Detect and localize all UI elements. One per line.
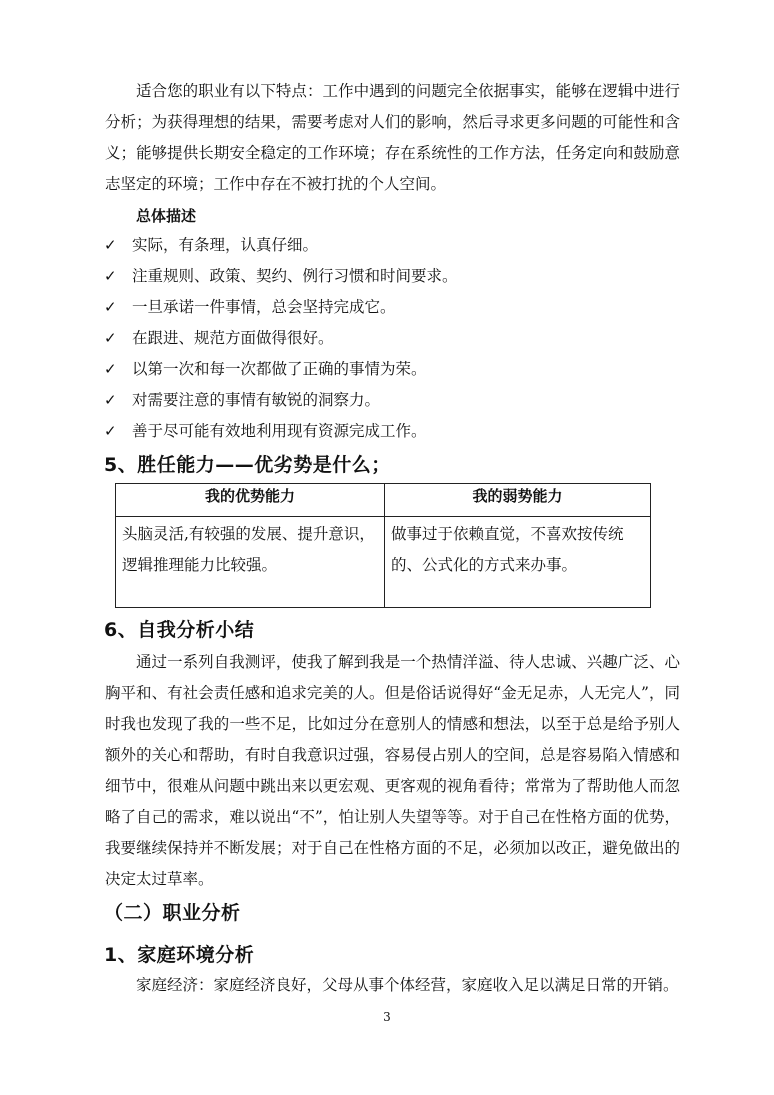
strengths-header: 我的优势能力 — [116, 484, 385, 517]
checkmark-icon: ✓ — [104, 422, 117, 440]
list-item: ✓ 实际，有条理，认真仔细。 — [104, 230, 458, 261]
section6-heading: 6、自我分析小结 — [104, 619, 255, 641]
checkmark-icon: ✓ — [104, 360, 117, 378]
family-paragraph: 家庭经济：家庭经济良好，父母从事个体经营，家庭收入足以满足日常的开销。 — [136, 976, 679, 994]
list-item: ✓ 注重规则、政策、契约、例行习惯和时间要求。 — [104, 261, 458, 292]
strengths-cell: 头脑灵活,有较强的发展、提升意识，逻辑推理能力比较强。 — [116, 517, 385, 608]
checkmark-icon: ✓ — [104, 298, 117, 316]
list-item: ✓ 善于尽可能有效地利用现有资源完成工作。 — [104, 416, 458, 447]
family-analysis-heading: 1、家庭环境分析 — [104, 944, 255, 966]
overall-description-list — [104, 230, 458, 447]
section6-paragraph: 通过一系列自我测评，使我了解到我是一个热情洋溢、待人忠诚、兴趣广泛、心胸平和、有社会责任感和追求完美的人。但是俗话说得好“金无足赤，人无完人”，同时我也发现了我的一些不足，比如过分在意别人的情感和想法，以至于总是给予别人额外的关心和帮助，有时自我意识过强，容易侵占别人的空间，总是容易陷入情感和细节中，很难从问题中跳出来以更宏观、更客观的视角看待；常常为了帮助他人而忽略了自己的需求，难以说出“不”，怕让别人失望等等。对于自己在性格方面的优势，我要继续保持并不断发展；对于自己在性格方面的不足，必须加以改正，避免做出的决定太过草率。 — [105, 653, 680, 888]
checkmark-icon: ✓ — [104, 391, 117, 409]
overall-description-heading: 总体描述 — [136, 207, 197, 225]
list-item: ✓ 以第一次和每一次都做了正确的事情为荣。 — [104, 354, 458, 385]
list-item: ✓ 在跟进、规范方面做得很好。 — [104, 323, 458, 354]
section5-heading: 5、胜任能力——优劣势是什么； — [104, 454, 391, 476]
checkmark-icon: ✓ — [104, 267, 117, 285]
page-number: 3 — [383, 1010, 391, 1024]
checkmark-icon: ✓ — [104, 236, 117, 254]
strengths-weaknesses-table — [115, 483, 651, 608]
intro-paragraph: 适合您的职业有以下特点：工作中遇到的问题完全依据事实，能够在逻辑中进行分析；为获得理想的结果，需要考虑对人们的影响，然后寻求更多问题的可能性和含义；能够提供长期安全稳定的工作环境；存在系统性的工作方法，任务定向和鼓励意志坚定的环境；工作中存在不被打扰的个人空间。 — [105, 82, 680, 193]
table-row — [116, 517, 651, 608]
weaknesses-cell: 做事过于依赖直觉，不喜欢按传统的、公式化的方式来办事。 — [385, 517, 651, 608]
checkmark-icon: ✓ — [104, 329, 117, 347]
part2-heading: （二）职业分析 — [104, 902, 241, 924]
list-item: ✓ 对需要注意的事情有敏锐的洞察力。 — [104, 385, 458, 416]
table-header-row — [116, 484, 651, 517]
weaknesses-header: 我的弱势能力 — [385, 484, 651, 517]
list-item: ✓ 一旦承诺一件事情，总会坚持完成它。 — [104, 292, 458, 323]
